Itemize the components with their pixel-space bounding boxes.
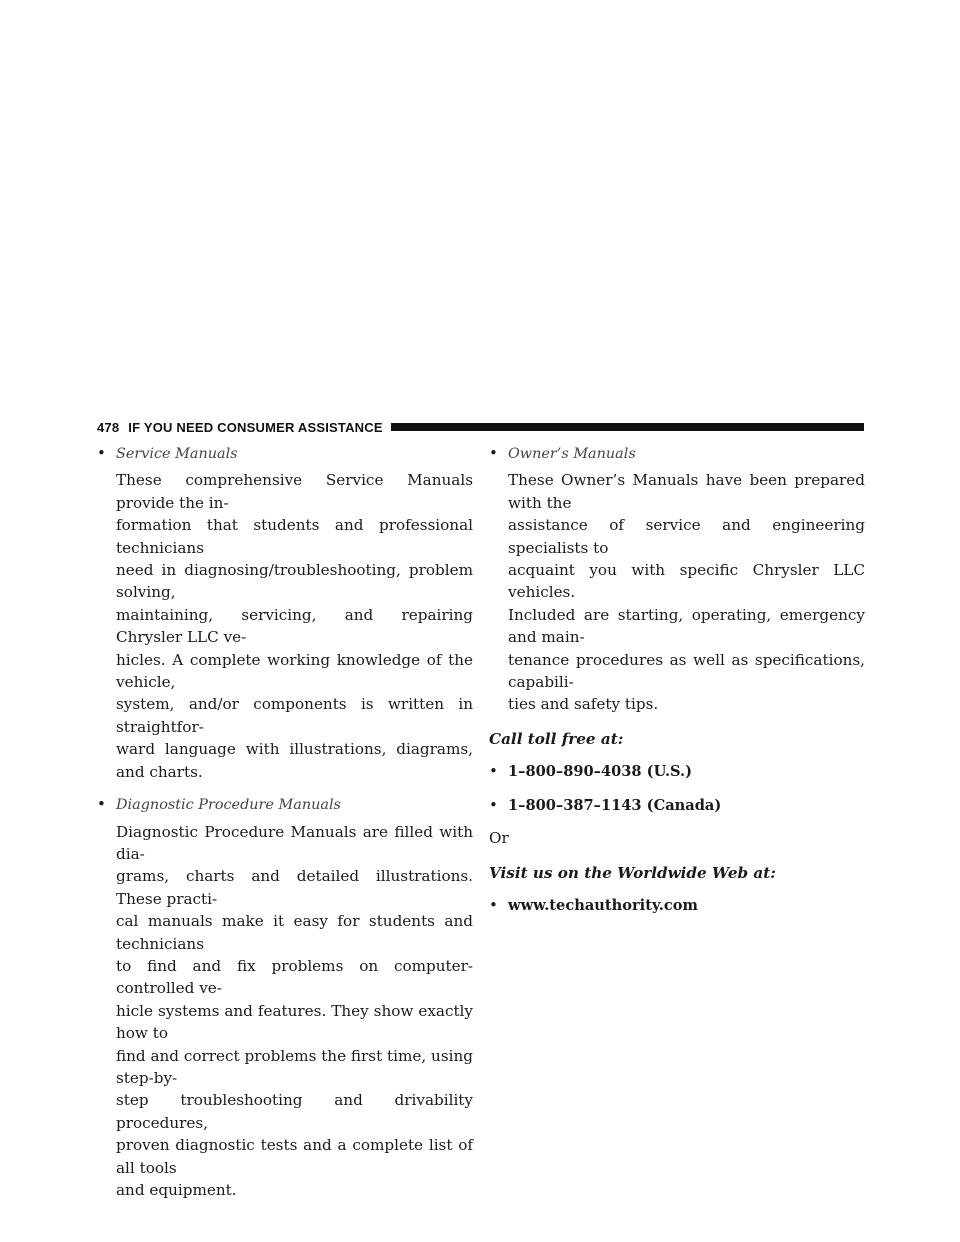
text-line: These comprehensive Service Manuals provide the in- [116,471,473,512]
header-rule [391,423,864,431]
text-line: ties and safety tips. [508,695,659,714]
or-text: Or [489,829,509,848]
website-link[interactable]: www.techauthority.com [508,896,698,914]
owners-manuals-item [489,442,865,465]
text-line: ward language with illustrations, diagrams, and charts. [116,740,473,781]
page-header [97,419,864,435]
service-manuals-text [116,469,473,783]
text-line: grams, charts and detailed illustrations. These practi- [116,867,473,908]
text-line: find and correct problems the first time, using step-by- [116,1046,473,1087]
text-line: assistance of service and engineering specialists to [508,516,865,557]
diagnostic-manuals-text [116,821,473,1202]
text-line: Diagnostic Procedure Manuals are filled with dia- [116,822,473,863]
right-column [489,442,865,917]
text-line: maintaining, servicing, and repairing Chrysler LLC ve- [116,605,473,647]
phone-canada: 1–800–387–1143 (Canada) [508,796,722,814]
text-line: hicles. A complete working knowledge of the vehicle, [116,650,473,692]
service-manuals-heading: Service Manuals [116,446,238,462]
text-line: proven diagnostic tests and a complete list of all tools [116,1136,473,1177]
bullet-icon: • [489,444,498,462]
bullet-icon: • [489,895,498,914]
web-label: Visit us on the Worldwide Web at: [489,863,776,882]
phone-canada-item [489,794,865,817]
text-line: to find and fix problems on computer-controlled ve- [116,956,473,998]
text-line: hicle systems and features. They show exactly how to [116,1001,473,1043]
call-toll-free-label: Call toll free at: [489,729,624,748]
phone-us-item [489,760,865,783]
bullet-icon: • [489,762,498,781]
text-line: acquaint you with specific Chrysler LLC vehicles. [508,561,865,602]
page-number: 478 [97,419,120,435]
service-manuals-item [97,442,473,465]
phone-us: 1–800–890–4038 (U.S.) [508,763,693,781]
text-line: and equipment. [116,1181,237,1199]
section-title: IF YOU NEED CONSUMER ASSISTANCE [128,419,383,435]
text-line: formation that students and professional technicians [116,516,473,557]
text-line: These Owner’s Manuals have been prepared with the [508,471,865,512]
bullet-icon: • [97,444,106,462]
text-line: need in diagnosing/troubleshooting, problem solving, [116,561,473,602]
left-column [97,442,473,1201]
diagnostic-manuals-heading: Diagnostic Procedure Manuals [116,797,341,814]
owners-manuals-text [508,469,865,715]
text-line: Included are starting, operating, emergency and main- [508,605,865,647]
text-line: system, and/or components is written in straightfor- [116,695,473,736]
bullet-icon: • [489,795,498,814]
bullet-icon: • [97,795,106,814]
text-line: step troubleshooting and drivability procedures, [116,1091,473,1132]
text-line: cal manuals make it easy for students and technicians [116,912,473,953]
diagnostic-manuals-item [97,793,473,816]
text-line: tenance procedures as well as specifications, capabili- [508,650,865,692]
owners-manuals-heading: Owner’s Manuals [508,446,636,462]
website-item [489,894,865,917]
